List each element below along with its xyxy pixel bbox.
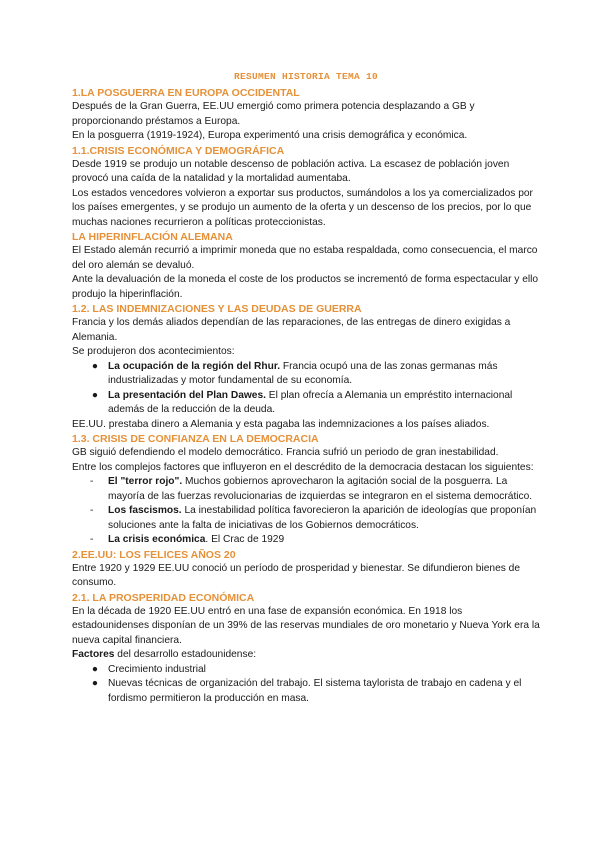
- list-item: [90, 475, 540, 504]
- list-item-bold: El "terror rojo".: [108, 476, 183, 487]
- list-item: [91, 677, 540, 706]
- section-heading-2-1: 2.1. LA PROSPERIDAD ECONÓMICA: [72, 591, 255, 604]
- bullet-icon: ●: [91, 663, 99, 675]
- list-item-bold: La ocupación de la región del Rhur.: [108, 360, 281, 372]
- list-item-bold: Los fascismos.: [108, 505, 182, 516]
- paragraph: Ante la devaluación de la moneda el coste de los productos se incrementó de forma espectacular y ello produjo la hiperinflación.: [72, 274, 539, 300]
- list-item-bold: La crisis económica: [108, 534, 206, 545]
- paragraph: Francia y los demás aliados dependían de las reparaciones, de las entregas de dinero exigidas a Alemania.: [72, 317, 511, 343]
- list-item-text: La inestabilidad política favorecieron la aparición de ideologías que proponían soluciones ante la falta de iniciativas de los Gobiernos democráticos.: [108, 505, 537, 531]
- list-item-bold: La presentación del Plan Dawes.: [108, 389, 266, 401]
- dash-icon: -: [90, 476, 94, 487]
- bullet-icon: ●: [91, 360, 99, 372]
- section-heading-1: 1.LA POSGUERRA EN EUROPA OCCIDENTAL: [72, 87, 300, 99]
- list-item: [90, 504, 540, 533]
- list-item: [91, 360, 540, 389]
- paragraph: Se produjeron dos acontecimientos:: [72, 346, 235, 357]
- paragraph: GB siguió defendiendo el modelo democrático. Francia sufrió un periodo de gran inestabilidad.: [72, 447, 499, 458]
- list-item-text: . El Crac de 1929: [205, 534, 285, 545]
- list-item-text: Nuevas técnicas de organización del trabajo. El sistema taylorista de trabajo en cadena y el fordismo permitieron la producción en masa.: [108, 678, 522, 704]
- paragraph: Entre 1920 y 1929 EE.UU conoció un período de prosperidad y bienestar. Se difundieron bienes de consumo.: [72, 562, 520, 588]
- section-heading-hiperinflacion: LA HIPERINFLACIÓN ALEMANA: [72, 231, 233, 243]
- section-heading-1-3: 1.3. CRISIS DE CONFIANZA EN LA DEMOCRACIA: [72, 433, 319, 445]
- list-item-text: Muchos gobiernos aprovecharon la agitación social de la posguerra. La mayoría de las fuerzas revolucionarias de izquierdas se integraron en el sistema democrático.: [108, 476, 533, 502]
- list-item: [91, 663, 540, 678]
- section-heading-1-1: 1.1.CRISIS ECONÓMICA Y DEMOGRÁFICA: [72, 144, 285, 157]
- paragraph: Desde 1919 se produjo un notable descenso de población activa. La escasez de población joven provocó una caída de la natalidad y la mortalidad aumentaba.: [72, 158, 510, 184]
- bullet-list: [72, 663, 540, 707]
- bullet-list: [72, 360, 540, 418]
- dash-icon: -: [90, 505, 94, 516]
- list-item: [90, 533, 540, 548]
- paragraph: Los estados vencedores volvieron a exportar sus productos, sumándolos a los ya comercializados por los países emergentes, y se produjo un aumento de la oferta y un descenso de los precios, por lo que muchas naciones recurrieron a políticas proteccionistas.: [72, 187, 533, 228]
- section-heading-2: 2.EE.UU: LOS FELICES AÑOS 20: [72, 548, 236, 561]
- paragraph: En la posguerra (1919-1924), Europa experimentó una crisis demográfica y económica.: [72, 130, 468, 141]
- document-title: RESUMEN HISTORIA TEMA 10: [233, 71, 379, 82]
- dash-icon: -: [90, 534, 94, 545]
- paragraph: Después de la Gran Guerra, EE.UU emergió como primera potencia desplazando a GB y proporcionando préstamos a Europa.: [72, 101, 475, 127]
- paragraph: [72, 648, 540, 663]
- list-item-text: El plan ofrecía a Alemania un empréstito internacional además de la reducción de la deuda.: [108, 389, 513, 415]
- list-item-text: Crecimiento industrial: [108, 663, 206, 675]
- paragraph: Entre los complejos factores que influyeron en el descrédito de la democracia destacan los siguientes:: [72, 461, 534, 473]
- paragraph: El Estado alemán recurrió a imprimir moneda que no estaba respaldada, como consecuencia, el marco del oro alemán se devaluó.: [72, 245, 538, 271]
- factores-text: del desarrollo estadounidense:: [114, 649, 257, 660]
- paragraph: En la década de 1920 EE.UU entró en una fase de expansión económica. En 1918 los estadounidenses disponían de un 39% de las reservas mundiales de oro monetario y Nueva York era la nueva capital financiera.: [72, 605, 540, 646]
- dash-list: [72, 475, 540, 548]
- list-item-text: Francia ocupó una de las zonas germanas más industrializadas y motor fundamental de su economía.: [108, 360, 498, 386]
- section-heading-1-2: 1.2. LAS INDEMNIZACIONES Y LAS DEUDAS DE GUERRA: [72, 303, 362, 315]
- bullet-icon: ●: [91, 678, 99, 689]
- list-item: [91, 389, 540, 418]
- paragraph: EE.UU. prestaba dinero a Alemania y esta pagaba las indemnizaciones a los países aliados.: [72, 418, 490, 430]
- bullet-icon: ●: [91, 389, 99, 401]
- factores-bold: Factores: [72, 649, 115, 660]
